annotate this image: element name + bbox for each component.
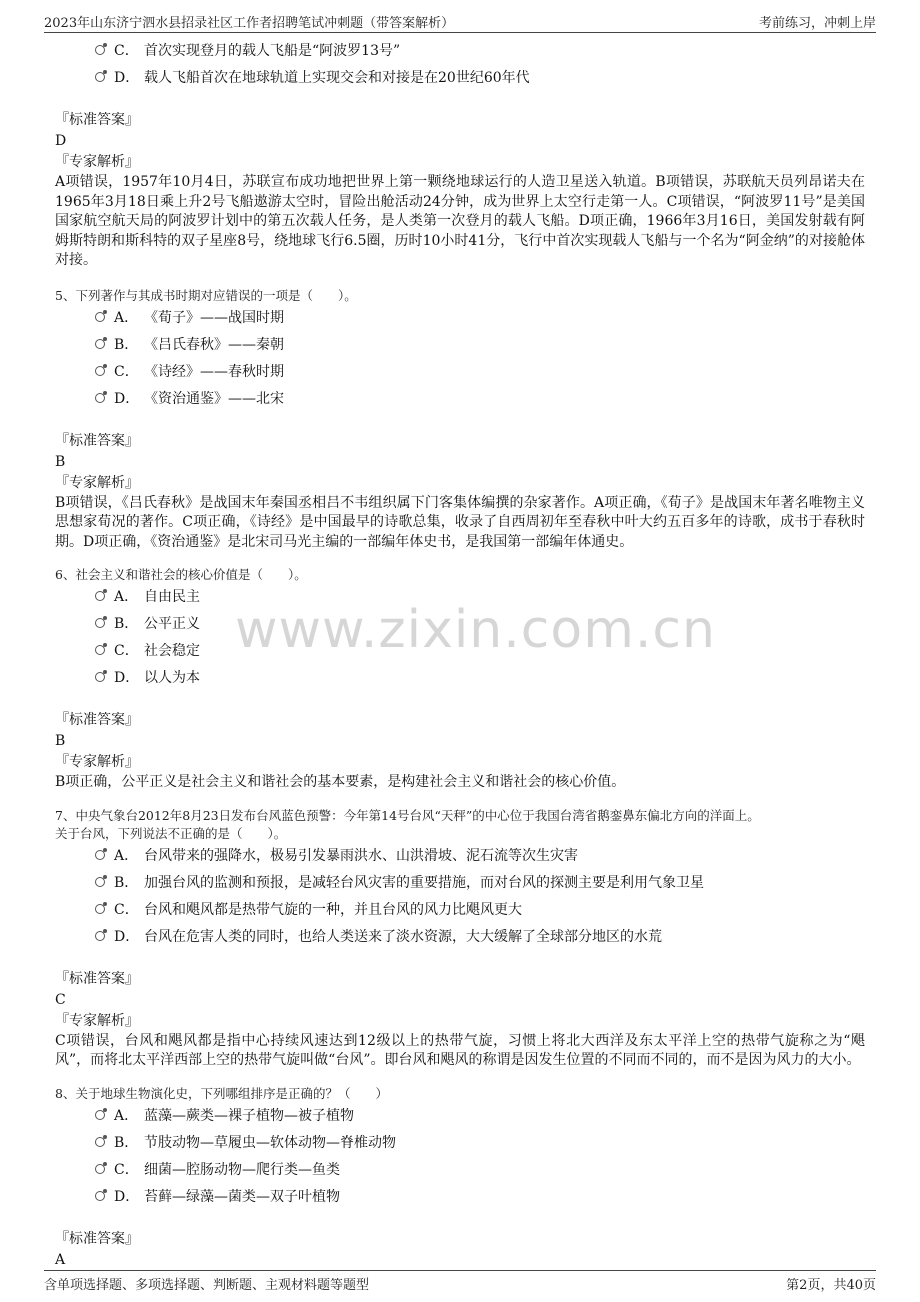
option-letter: C． (114, 363, 139, 380)
answer-label: 『标准答案』 (55, 432, 139, 449)
option-letter: A． (114, 309, 139, 326)
option-text: 公平正义 (144, 616, 200, 632)
option-d[interactable] (55, 924, 865, 951)
option-text: 自由民主 (144, 589, 200, 605)
page-content (55, 38, 865, 1271)
radio-icon[interactable] (95, 339, 105, 349)
option-text: 台风和飓风都是热带气旋的一种，并且台风的风力比飓风更大 (144, 901, 522, 918)
option-d[interactable] (55, 65, 865, 92)
radio-icon[interactable] (95, 366, 105, 376)
answer-value: A (55, 1251, 66, 1268)
answer-label: 『标准答案』 (55, 970, 139, 987)
question-5: 5、下列著作与其成书时期对应错误的一项是（ ）。 (55, 287, 357, 303)
option-text: 《吕氏春秋》——秦朝 (144, 336, 284, 353)
option-letter: B． (114, 874, 139, 891)
header-title: 2023年山东济宁泗水县招录社区工作者招聘笔试冲刺题（带答案解析） (44, 16, 455, 31)
option-letter: A． (114, 589, 139, 605)
option-c[interactable] (55, 38, 865, 65)
answer-value: B (55, 733, 66, 749)
radio-icon[interactable] (95, 45, 105, 55)
analysis-text: B项正确，公平正义是社会主义和谐社会的基本要素，是构建社会主义和谐社会的核心价值。 (55, 774, 626, 790)
header-slogan: 考前练习，冲刺上岸 (758, 16, 876, 31)
answer-label: 『标准答案』 (55, 112, 139, 128)
answer-value: C (55, 991, 66, 1008)
question-8: 8、关于地球生物演化史，下列哪组排序是正确的？（ ） (55, 1085, 388, 1101)
option-letter: C． (114, 1161, 139, 1178)
option-text: 《诗经》——春秋时期 (144, 363, 284, 380)
option-text: 以人为本 (144, 670, 200, 686)
option-letter: D． (114, 1188, 140, 1205)
option-letter: A． (114, 847, 139, 864)
page-header (44, 8, 876, 33)
question-7-line2: 关于台风，下列说法不正确的是（ ）。 (55, 825, 287, 841)
option-text: 加强台风的监测和预报，是减轻台风灾害的重要措施，而对台风的探测主要是利用气象卫星 (144, 874, 704, 891)
option-text: 首次实现登月的载人飞船是“阿波罗13号” (144, 43, 401, 59)
option-letter: D． (114, 670, 140, 686)
radio-icon[interactable] (95, 393, 105, 403)
option-letter: C． (114, 643, 139, 659)
analysis-text: C项错误，台风和飓风都是指中心持续风速达到12级以上的热带气旋，习惯上将北大西洋及东太平洋上空的热带气旋称之为“飓风”，而将北太平洋西部上空的热带气旋叫做“台风”。即台风和飓风的称谓是因发生位置的不同而不同的，而不是因为风力的大小。 (55, 1032, 865, 1068)
option-letter: B． (114, 616, 139, 632)
analysis-label: 『专家解析』 (55, 474, 139, 491)
radio-icon[interactable] (95, 591, 105, 601)
option-c[interactable] (55, 1157, 865, 1184)
option-text: 《资治通鉴》——北宋 (144, 390, 284, 407)
option-letter: B． (114, 1134, 139, 1151)
analysis-label: 『专家解析』 (55, 1012, 139, 1029)
answer-label: 『标准答案』 (55, 1230, 139, 1247)
option-letter: A． (114, 1107, 139, 1124)
option-a[interactable] (55, 584, 865, 611)
page-footer (44, 1270, 876, 1295)
option-text: 苔藓—绿藻—菌类—双子叶植物 (144, 1188, 340, 1205)
option-letter: D． (114, 70, 140, 86)
option-letter: C． (114, 43, 139, 59)
radio-icon[interactable] (95, 850, 105, 860)
question-7: 7、中央气象台2012年8月23日发布台风蓝色预警：今年第14号台风“天秤”的中心位于我国台湾省鹅銮鼻东偏北方向的洋面上。 (55, 807, 760, 823)
analysis-label: 『专家解析』 (55, 154, 139, 170)
radio-icon[interactable] (95, 877, 105, 887)
radio-icon[interactable] (95, 1191, 105, 1201)
option-b[interactable] (55, 611, 865, 638)
option-letter: B． (114, 336, 139, 353)
option-c[interactable] (55, 359, 865, 386)
option-a[interactable] (55, 843, 865, 870)
radio-icon[interactable] (95, 1164, 105, 1174)
option-b[interactable] (55, 1130, 865, 1157)
radio-icon[interactable] (95, 931, 105, 941)
question-6: 6、社会主义和谐社会的核心价值是（ ）。 (55, 567, 307, 582)
option-letter: D． (114, 390, 140, 407)
option-text: 台风带来的强降水，极易引发暴雨洪水、山洪滑坡、泥石流等次生灾害 (144, 847, 578, 864)
analysis-text: B项错误，《吕氏春秋》是战国末年秦国丞相吕不韦组织属下门客集体编撰的杂家著作。A项正确，《荀子》是战国末年著名唯物主义思想家荀况的著作。C项正确，《诗经》是中国最早的诗歌总集，收录了自西周初年至春秋中叶大约五百多年的诗歌，成书于春秋时期。D项正确，《资治通鉴》是北宋司马光主编的一部编年体史书，是我国第一部编年体通史。 (55, 494, 865, 550)
radio-icon[interactable] (95, 904, 105, 914)
option-c[interactable] (55, 897, 865, 924)
option-b[interactable] (55, 870, 865, 897)
option-d[interactable] (55, 386, 865, 413)
option-c[interactable] (55, 638, 865, 665)
option-d[interactable] (55, 1184, 865, 1211)
radio-icon[interactable] (95, 312, 105, 322)
answer-label: 『标准答案』 (55, 712, 139, 728)
analysis-text: A项错误，1957年10月4日，苏联宣布成功地把世界上第一颗绕地球运行的人造卫星送入轨道。B项错误，苏联航天员列昂诺夫在1965年3月18日乘上升2号飞船遨游太空时，冒险出舱活动24分钟，成为世界上太空行走第一人。C项错误，“阿波罗11号”是美国国家航空航天局的阿波罗计划中的第五次载人任务，是人类第一次登月的载人飞船。D项正确，1966年3月16日，美国发射载有阿姆斯特朗和斯科特的双子星座8号，绕地球飞行6.5圈，历时10小时41分，飞行中首次实现载人飞船与一个名为“阿金纳”的对接舱体对接。 (55, 174, 865, 268)
answer-value: D (55, 133, 67, 149)
radio-icon[interactable] (95, 1110, 105, 1120)
option-text: 载人飞船首次在地球轨道上实现交会和对接是在20世纪60年代 (144, 70, 530, 86)
option-text: 细菌—腔肠动物—爬行类—鱼类 (144, 1161, 340, 1178)
option-a[interactable] (55, 305, 865, 332)
option-b[interactable] (55, 332, 865, 359)
radio-icon[interactable] (95, 645, 105, 655)
footer-note: 含单项选择题、多项选择题、判断题、主观材料题等题型 (44, 1278, 370, 1293)
option-letter: C． (114, 901, 139, 918)
radio-icon[interactable] (95, 618, 105, 628)
option-text: 节肢动物—草履虫—软体动物—脊椎动物 (144, 1134, 396, 1151)
option-letter: D． (114, 928, 140, 945)
analysis-label: 『专家解析』 (55, 754, 139, 770)
option-d[interactable] (55, 665, 865, 692)
radio-icon[interactable] (95, 1137, 105, 1147)
answer-value: B (55, 453, 66, 470)
option-text: 《荀子》——战国时期 (144, 309, 284, 326)
option-text: 台风在危害人类的同时，也给人类送来了淡水资源，大大缓解了全球部分地区的水荒 (144, 928, 662, 945)
option-text: 社会稳定 (144, 643, 200, 659)
radio-icon[interactable] (95, 672, 105, 682)
page-number: 第2页，共40页 (786, 1278, 876, 1293)
radio-icon[interactable] (95, 72, 105, 82)
option-a[interactable] (55, 1103, 865, 1130)
option-text: 蓝藻—蕨类—裸子植物—被子植物 (144, 1107, 354, 1124)
watermark: www.zixin.com.cn (235, 600, 716, 660)
